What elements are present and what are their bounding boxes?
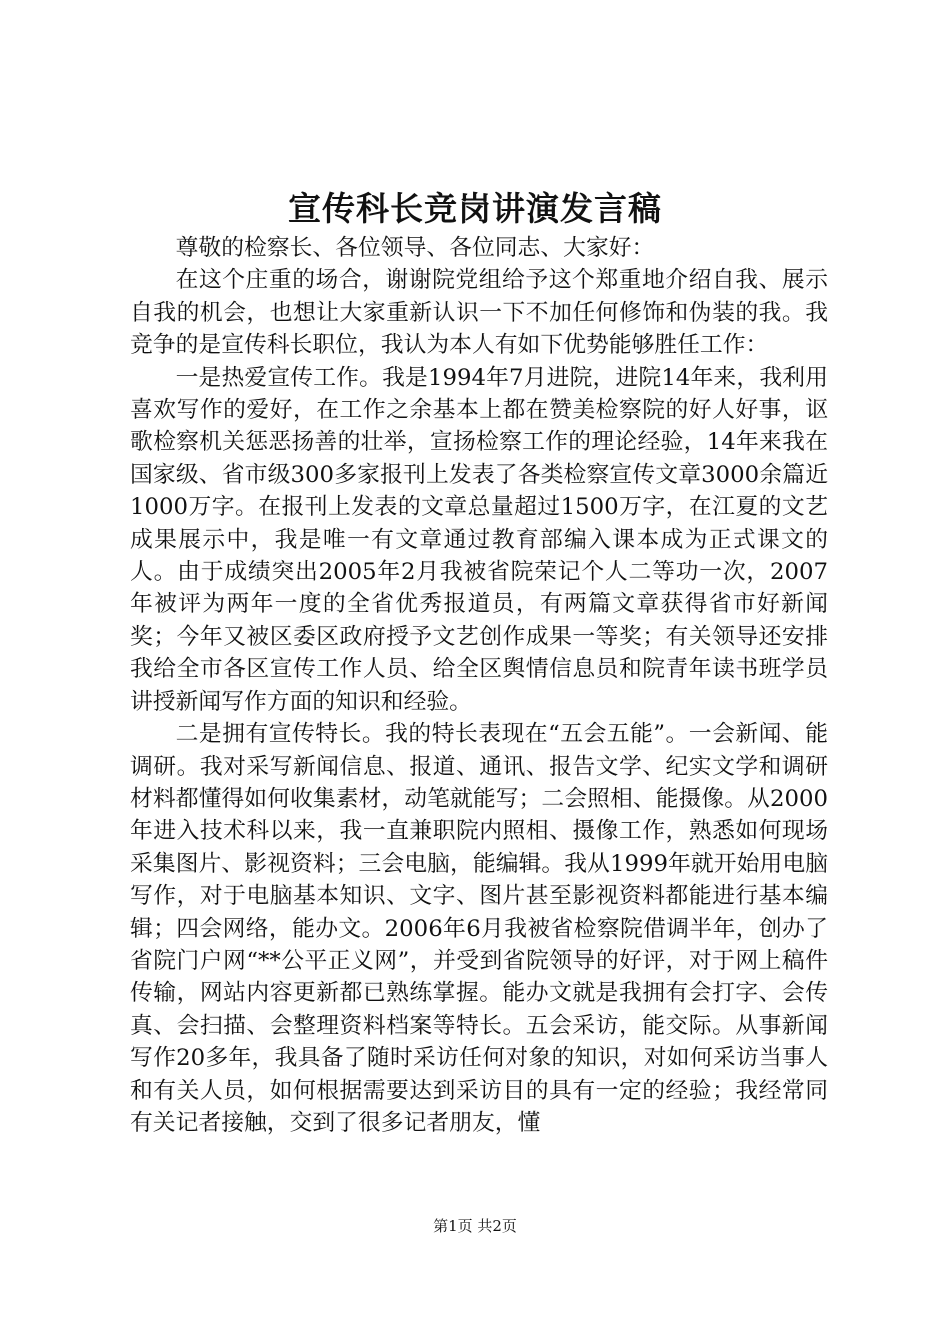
paragraph-point-two: 二是拥有宣传特长。我的特长表现在“五会五能”。一会新闻、能调研。我对采写新闻信息、报道、通讯、报告文学、纪实文学和调研材料都懂得如何收集素材，动笔就能写；二会照相、能摄像。从2000年进入技术科以来，我一直兼职院内照相、摄像工作，熟悉如何现场采集图片、影视资料；三会电脑，能编辑。我从1999年就开始用电脑写作，对于电脑基本知识、文字、图片甚至影视资料都能进行基本编辑；四会网络，能办文。2006年6月我被省检察院借调半年，创办了省院门户网“**公平正义网”，并受到省院领导的好评，对于网上稿件传输，网站内容更新都已熟练掌握。能办文就是我拥有会打字、会传真、会扫描、会整理资料档案等特长。五会采访，能交际。从事新闻写作20多年，我具备了随时采访任何对象的知识，对如何采访当事人和有关人员，如何根据需要达到采访目的具有一定的经验；我经常同有关记者接触，交到了很多记者朋友，懂 bbox=[130, 721, 828, 1136]
page-footer: 第1页 共2页 bbox=[433, 1217, 517, 1235]
paragraph-intro: 在这个庄重的场合，谢谢院党组给予这个郑重地介绍自我、展示自我的机会，也想让大家重新认识一下不加任何修饰和伪装的我。我竞争的是宣传科长职位，我认为本人有如下优势能够胜任工作： bbox=[130, 267, 828, 359]
document-body bbox=[130, 232, 828, 1139]
paragraph-greeting: 尊敬的检察长、各位领导、各位同志、大家好： bbox=[175, 235, 655, 261]
paragraph-point-one: 一是热爱宣传工作。我是1994年7月进院，进院14年来，我利用喜欢写作的爱好，在工作之余基本上都在赞美检察院的好人好事，讴歌检察机关惩恶扬善的壮举，宣扬检察工作的理论经验，14年来我在国家级、省市级300多家报刊上发表了各类检察宣传文章3000余篇近1000万字。在报刊上发表的文章总量超过1500万字，在江夏的文艺成果展示中，我是唯一有文章通过教育部编入课本成为正式课文的人。由于成绩突出2005年2月我被省院荣记个人二等功一次，2007年被评为两年一度的全省优秀报道员，有两篇文章获得省市好新闻奖；今年又被区委区政府授予文艺创作成果一等奖；有关领导还安排我给全市各区宣传工作人员、给全区舆情信息员和院青年读书班学员讲授新闻写作方面的知识和经验。 bbox=[130, 364, 828, 715]
document-title: 宣传科长竞岗讲演发言稿 bbox=[288, 189, 662, 228]
